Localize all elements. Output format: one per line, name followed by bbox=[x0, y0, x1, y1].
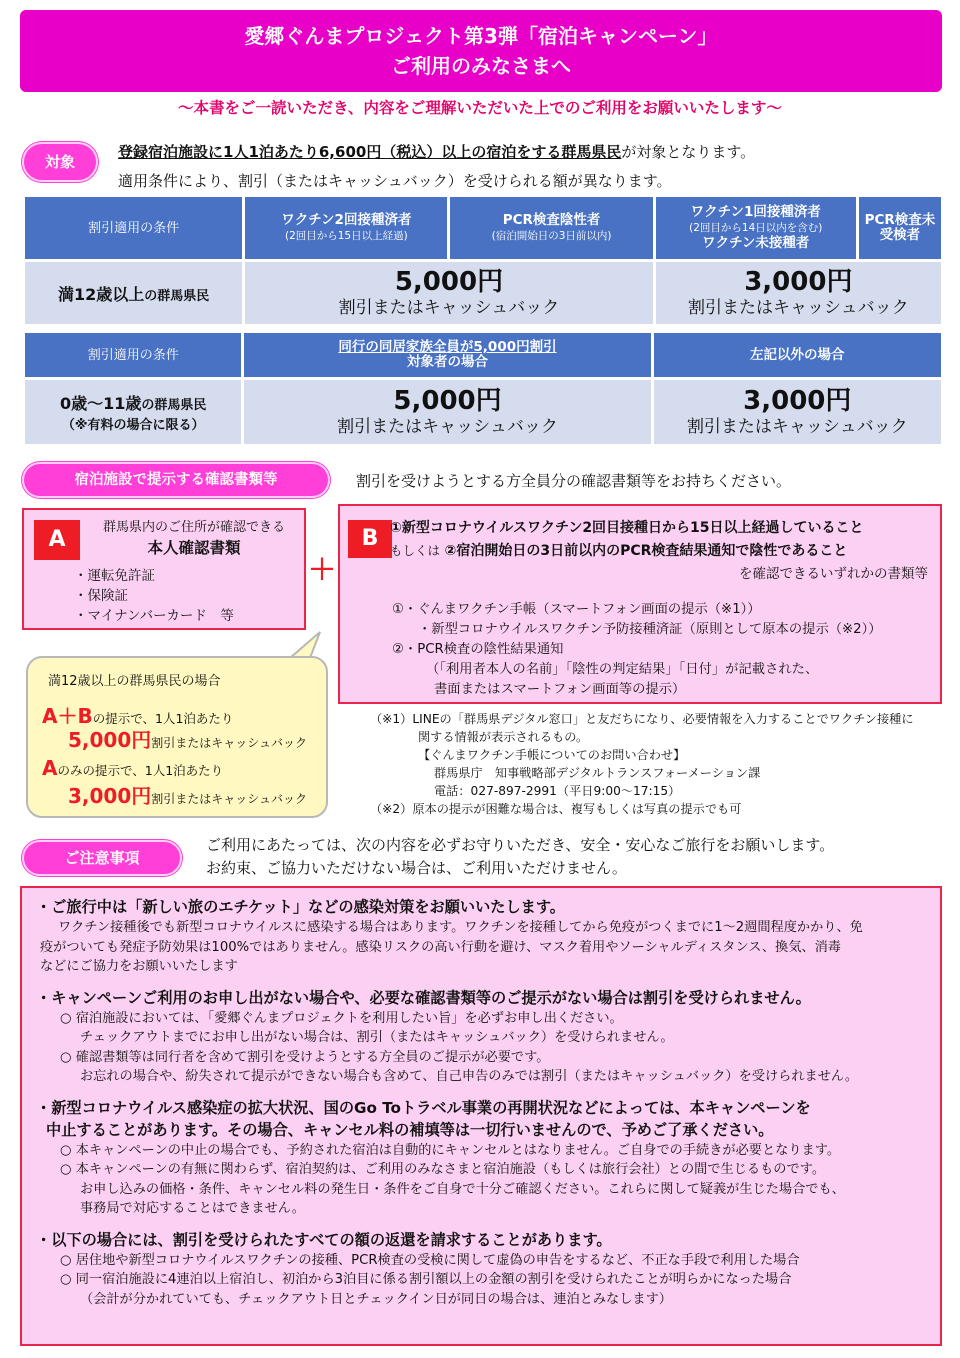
notes-box bbox=[20, 886, 942, 1346]
box-a-item: ・運転免許証 bbox=[74, 568, 155, 584]
t1-col3-title2: ワクチン未接種者 bbox=[702, 235, 810, 251]
t2-cond-label: 割引適用の条件 bbox=[25, 333, 241, 377]
notes-s3-head: ・新型コロナウイルス感染症の拡大状況、国のGo Toトラベル事業の再開状況などによっては、本キャンペーンを bbox=[36, 1098, 811, 1117]
notes-intro-line1: ご利用にあたっては、次の内容を必ずお守りいただき、安全・安心なご旅行をお願いします。 bbox=[206, 836, 835, 854]
target-line1-bold: 登録宿泊施設に1人1泊あたり6,600円（税込）以上の宿泊をする群馬県民 bbox=[118, 143, 622, 161]
notes-s2-head: ・キャンペーンご利用のお申し出がない場合や、必要な確認書類等のご提示がない場合は割引を受けられません。 bbox=[36, 988, 811, 1007]
t1-row-label bbox=[25, 262, 242, 324]
notes-intro-line2: お約束、ご協力いただけない場合は、ご利用いただけません。 bbox=[206, 859, 627, 877]
box-b-line2 bbox=[390, 540, 940, 560]
notes-s4-item: ○ 同一宿泊施設に4連泊以上宿泊し、初泊から3泊目に係る割引額以上の金額の割引を受けられたことが明らかになった場合 bbox=[60, 1272, 792, 1287]
bubble-ab-suffix: 割引またはキャッシュバック bbox=[151, 736, 308, 750]
t1-col2-title: PCR検査陰性者 bbox=[502, 211, 601, 228]
target-line1-rest: が対象となります。 bbox=[621, 143, 756, 161]
bubble-ab: A＋B bbox=[42, 704, 93, 728]
box-b-label: B bbox=[348, 520, 392, 558]
notes-s1-body: などにご協力をお願いいたします bbox=[40, 959, 238, 974]
bubble-a-suffix: 割引またはキャッシュバック bbox=[151, 792, 308, 806]
t1-cond-label: 割引適用の条件 bbox=[25, 197, 242, 259]
t1-col1 bbox=[245, 197, 447, 259]
t2-amount-a-value: 5,000円 bbox=[393, 386, 502, 416]
box-b-item: ・新型コロナウイルスワクチン予防接種済証（原則として原本の提示（※2）） bbox=[418, 622, 882, 637]
discount-table-adult bbox=[22, 194, 944, 327]
bubble-a-line bbox=[42, 756, 223, 780]
t1-col4 bbox=[859, 197, 941, 259]
box-a-label: A bbox=[34, 520, 80, 560]
bubble-a-amount: 3,000円 bbox=[68, 784, 152, 808]
footnote-line: （※1）LINEの「群馬県デジタル窓口」と友だちになり、必要情報を入力することでワクチン接種に bbox=[370, 712, 914, 726]
target-pill: 対象 bbox=[22, 142, 98, 182]
footnote-line: （※2）原本の提示が困難な場合は、複写もしくは写真の提示でも可 bbox=[370, 802, 742, 816]
notes-s2-item: ○ 確認書類等は同行者を含めて割引を受けようとする方全員のご提示が必要です。 bbox=[60, 1049, 550, 1065]
t1-col3 bbox=[656, 197, 856, 259]
t1-amount-a-sub: 割引またはキャッシュバック bbox=[338, 298, 560, 318]
bubble-ab-amount-line bbox=[68, 724, 307, 753]
t1-col3-title: ワクチン1回接種済者 bbox=[690, 204, 821, 220]
notes-s1-head: ・ご旅行中は「新しい旅のエチケット」などの感染対策をお願いいたします。 bbox=[36, 898, 565, 916]
t2-col2 bbox=[654, 333, 941, 377]
discount-table-child bbox=[22, 330, 944, 447]
title-banner bbox=[20, 10, 942, 92]
t1-amount-b-value: 3,000円 bbox=[744, 267, 853, 297]
t1-amount-a bbox=[245, 262, 652, 324]
bubble-ab-amount: 5,000円 bbox=[68, 728, 152, 752]
t1-col2-note: (宿泊開始日の3日前以内) bbox=[491, 229, 612, 242]
docs-pill: 宿泊施設で提示する確認書類等 bbox=[22, 462, 330, 498]
t2-row-label-small: の群馬県民 bbox=[141, 398, 207, 413]
t1-amount-a-value: 5,000円 bbox=[394, 267, 504, 297]
t2-row-label bbox=[25, 380, 241, 444]
target-line1 bbox=[118, 141, 948, 164]
box-b-item: ①・ぐんまワクチン手帳（スマートフォン画面の提示（※1）） bbox=[392, 602, 761, 617]
t2-row-label-big: 0歳～11歳 bbox=[60, 394, 142, 413]
t2-amount-b bbox=[654, 380, 941, 444]
box-a-item: ・保険証 bbox=[74, 588, 128, 604]
t2-row-label-note: （※有料の場合に限る） bbox=[61, 418, 205, 433]
t2-col1-line1: 同行の同居家族全員が5,000円割引 bbox=[338, 339, 557, 355]
notes-s3-item: 事務局で対応することはできません。 bbox=[80, 1201, 305, 1216]
title-line2: ご利用のみなさまへ bbox=[391, 54, 571, 78]
t1-amount-b-sub: 割引またはキャッシュバック bbox=[688, 298, 909, 318]
notes-s3-head: 中止することがあります。その場合、キャンセル料の補填等は一切行いませんので、予めご了承ください。 bbox=[46, 1120, 774, 1139]
notes-s3-item: ○ 本キャンペーンの中止の場合でも、予約された宿泊は自動的にキャンセルとはなりません。ご自身での手続きが必要となります。 bbox=[60, 1142, 841, 1158]
notes-s4-head: ・以下の場合には、割引を受けられたすべての額の返還を請求することがあります。 bbox=[36, 1230, 612, 1249]
t2-amount-b-sub: 割引またはキャッシュバック bbox=[686, 417, 908, 437]
t1-col1-note: (2回目から15日以上経過) bbox=[284, 229, 408, 242]
notes-s2-item: チェックアウトまでにお申し出がない場合は、割引（またはキャッシュバック）を受けられません。 bbox=[80, 1030, 674, 1045]
notes-s3-item: ○ 本キャンペーンの有無に関わらず、宿泊契約は、ご利用のみなさまと宿泊施設（もしくは旅行会社）との間で生じるものです。 bbox=[60, 1162, 826, 1177]
t1-col1-title: ワクチン2回接種済者 bbox=[281, 211, 412, 228]
notes-s4-item: ○ 居住地や新型コロナウイルスワクチンの接種、PCR検査の受検に関して虚偽の申告をするなど、不正な手段で利用した場合 bbox=[60, 1252, 800, 1268]
box-b-line2-pre: もしくは bbox=[390, 543, 441, 558]
t2-amount-a-sub: 割引またはキャッシュバック bbox=[337, 417, 558, 437]
t2-col1-line2: 対象者の場合 bbox=[407, 354, 489, 370]
t1-col4-title: PCR検査未受検者 bbox=[864, 212, 936, 243]
notes-s2-item: お忘れの場合や、紛失されて提示ができない場合も含めて、自己申告のみでは割引（またはキャッシュバック）を受けられません。 bbox=[80, 1069, 859, 1084]
footnote-line: 電話：027-897-2991（平日9:00～17:15） bbox=[434, 784, 681, 798]
bubble-a-rest: のみの提示で、1人1泊あたり bbox=[57, 763, 224, 778]
box-b-line3: を確認できるいずれかの書類等 bbox=[739, 566, 928, 582]
box-b-item: ②・PCR検査の陰性結果通知 bbox=[392, 642, 564, 657]
bubble-a-amount-line bbox=[68, 780, 307, 809]
box-a-line2: 本人確認書類 bbox=[147, 539, 241, 557]
t1-amount-b bbox=[656, 262, 941, 324]
t1-row-label-small: の群馬県民 bbox=[144, 288, 210, 304]
title-line1: 愛郷ぐんまプロジェクト第3弾「宿泊キャンペーン」 bbox=[244, 24, 718, 48]
footnotes bbox=[370, 710, 942, 818]
box-b-items bbox=[392, 600, 882, 700]
box-a-items bbox=[74, 566, 234, 626]
box-b-line2-main: ②宿泊開始日の3日前以内のPCR検査結果通知で陰性であること bbox=[444, 543, 848, 559]
box-a bbox=[22, 508, 306, 630]
bubble-ab-rest: の提示で、1人1泊あたり bbox=[92, 711, 234, 726]
notes-s2-item: ○ 宿泊施設においては、「愛郷ぐんまプロジェクトを利用したい旨」を必ずお申し出ください。 bbox=[60, 1010, 623, 1026]
t2-amount-a bbox=[244, 380, 650, 444]
notes-s1-body: 疫がついても発症予防効果は100%ではありません。感染リスクの高い行動を避け、マスク着用やソーシャルディスタンス、換気、消毒 bbox=[40, 939, 841, 955]
t2-amount-b-value: 3,000円 bbox=[743, 386, 852, 416]
box-b bbox=[338, 504, 942, 704]
bubble-a: A bbox=[42, 756, 58, 780]
t1-col3-note: (2回目から14日以内を含む) bbox=[689, 222, 823, 234]
t1-col2 bbox=[450, 197, 652, 259]
subtitle: ～本書をご一読いただき、内容をご理解いただいた上でのご利用をお願いいたします～ bbox=[178, 99, 782, 117]
box-a-item: ・マイナンバーカード 等 bbox=[74, 608, 234, 624]
footnote-line: 関する情報が表示されるもの。 bbox=[418, 730, 589, 744]
t1-row-label-big: 満12歳以上 bbox=[57, 284, 145, 304]
notes-s3-item: お申し込みの価格・条件、キャンセル料の発生日・条件をご自身で十分ご確認ください。これらに関して疑義が生じた場合でも、 bbox=[80, 1181, 845, 1197]
plus-sign: ＋ bbox=[307, 553, 336, 586]
footnote-line: 群馬県庁 知事戦略部デジタルトランスフォーメーション課 bbox=[434, 766, 761, 780]
notes-intro bbox=[206, 834, 834, 880]
notes-s4-item: （会計が分かれていても、チェックアウト日とチェックイン日が同日の場合は、連泊とみなします） bbox=[80, 1291, 672, 1307]
docs-intro: 割引を受けようとする方全員分の確認書類等をお持ちください。 bbox=[356, 472, 792, 490]
footnote-line: 【ぐんまワクチン手帳についてのお問い合わせ】 bbox=[418, 748, 686, 762]
box-a-line1: 群馬県内のご住所が確認できる bbox=[102, 520, 285, 535]
bubble-title: 満12歳以上の群馬県民の場合 bbox=[48, 674, 221, 689]
bubble bbox=[26, 656, 328, 818]
notes-s1-body: ワクチン接種後でも新型コロナウイルスに感染する場合はあります。ワクチンを接種してから免疫がつくまでに1～2週間程度かかり、免 bbox=[58, 920, 863, 935]
t2-col2-title: 左記以外の場合 bbox=[750, 346, 845, 363]
box-b-item: 書面またはスマートフォン画面等の提示） bbox=[434, 682, 686, 697]
box-b-line1: ①新型コロナウイルスワクチン2回目接種日から15日以上経過していること bbox=[390, 520, 864, 536]
box-b-item: （「利用者本人の名前」「陰性の判定結果」「日付」が記載された、 bbox=[426, 662, 819, 677]
notes-pill: ご注意事項 bbox=[22, 840, 182, 876]
target-line2: 適用条件により、割引（またはキャッシュバック）を受けられる額が異なります。 bbox=[118, 172, 672, 190]
t2-col1 bbox=[244, 333, 650, 377]
